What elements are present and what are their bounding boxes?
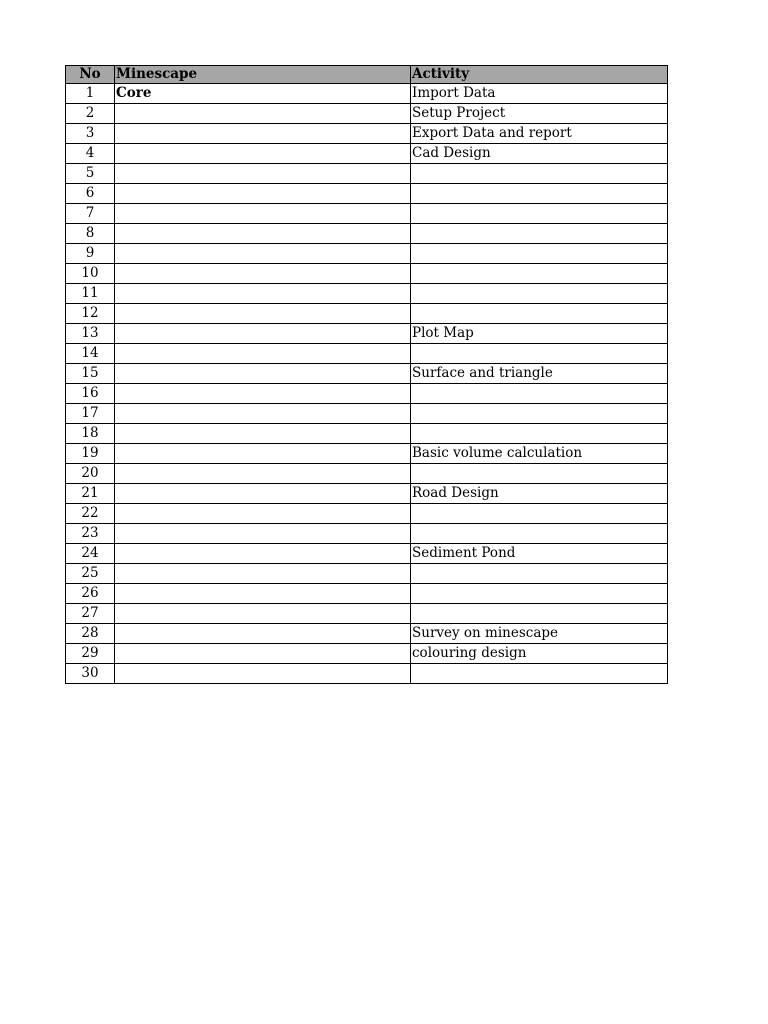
spreadsheet-area (65, 65, 667, 684)
cell-minescape[interactable] (115, 284, 411, 304)
cell-activity[interactable] (411, 664, 668, 684)
cell-no[interactable]: 11 (66, 284, 115, 304)
header-row (66, 66, 668, 84)
table-row (66, 104, 668, 124)
table-row (66, 364, 668, 384)
cell-no[interactable]: 16 (66, 384, 115, 404)
cell-no[interactable]: 5 (66, 164, 115, 184)
cell-minescape[interactable] (115, 304, 411, 324)
cell-activity[interactable] (411, 584, 668, 604)
table-row (66, 444, 668, 464)
cell-no[interactable]: 6 (66, 184, 115, 204)
table-row (66, 524, 668, 544)
table-body (66, 84, 668, 684)
cell-activity[interactable]: Basic volume calculation (411, 444, 668, 464)
cell-activity[interactable]: colouring design (411, 644, 668, 664)
cell-no[interactable]: 25 (66, 564, 115, 584)
table-row (66, 544, 668, 564)
cell-no[interactable]: 23 (66, 524, 115, 544)
cell-activity[interactable] (411, 244, 668, 264)
cell-minescape[interactable]: Core (115, 84, 411, 104)
cell-activity[interactable]: Export Data and report (411, 124, 668, 144)
cell-minescape[interactable] (115, 524, 411, 544)
cell-activity[interactable] (411, 164, 668, 184)
cell-minescape[interactable] (115, 444, 411, 464)
cell-activity[interactable] (411, 344, 668, 364)
table-row (66, 124, 668, 144)
table-row (66, 504, 668, 524)
cell-activity[interactable]: Setup Project (411, 104, 668, 124)
table-row (66, 144, 668, 164)
cell-activity[interactable]: Plot Map (411, 324, 668, 344)
table-row (66, 644, 668, 664)
cell-activity[interactable] (411, 604, 668, 624)
table-row (66, 564, 668, 584)
cell-activity[interactable] (411, 284, 668, 304)
cell-no[interactable]: 18 (66, 424, 115, 444)
cell-minescape[interactable] (115, 204, 411, 224)
cell-no[interactable]: 20 (66, 464, 115, 484)
cell-minescape[interactable] (115, 604, 411, 624)
table-row (66, 224, 668, 244)
cell-activity[interactable] (411, 424, 668, 444)
cell-activity[interactable] (411, 204, 668, 224)
cell-minescape[interactable] (115, 264, 411, 284)
cell-activity[interactable]: Import Data (411, 84, 668, 104)
cell-activity[interactable] (411, 384, 668, 404)
cell-minescape[interactable] (115, 224, 411, 244)
cell-minescape[interactable] (115, 424, 411, 444)
header-minescape[interactable]: Minescape (115, 66, 411, 84)
cell-activity[interactable] (411, 524, 668, 544)
cell-minescape[interactable] (115, 244, 411, 264)
cell-minescape[interactable] (115, 324, 411, 344)
cell-no[interactable]: 19 (66, 444, 115, 464)
table-row (66, 464, 668, 484)
cell-minescape[interactable] (115, 104, 411, 124)
table-row (66, 284, 668, 304)
cell-no[interactable]: 22 (66, 504, 115, 524)
cell-no[interactable]: 17 (66, 404, 115, 424)
cell-activity[interactable] (411, 564, 668, 584)
cell-no[interactable]: 7 (66, 204, 115, 224)
table-row (66, 264, 668, 284)
cell-activity[interactable] (411, 304, 668, 324)
table-row (66, 244, 668, 264)
cell-activity[interactable]: Cad Design (411, 144, 668, 164)
cell-minescape[interactable] (115, 484, 411, 504)
activity-table (65, 65, 668, 684)
cell-no[interactable]: 3 (66, 124, 115, 144)
cell-activity[interactable]: Surface and triangle (411, 364, 668, 384)
cell-no[interactable]: 13 (66, 324, 115, 344)
cell-activity[interactable] (411, 184, 668, 204)
table-row (66, 324, 668, 344)
cell-no[interactable]: 24 (66, 544, 115, 564)
cell-no[interactable]: 28 (66, 624, 115, 644)
cell-no[interactable]: 1 (66, 84, 115, 104)
cell-activity[interactable] (411, 224, 668, 244)
table-row (66, 624, 668, 644)
table-row (66, 184, 668, 204)
cell-no[interactable]: 14 (66, 344, 115, 364)
cell-minescape[interactable] (115, 564, 411, 584)
table-row (66, 664, 668, 684)
cell-minescape[interactable] (115, 504, 411, 524)
cell-activity[interactable]: Sediment Pond (411, 544, 668, 564)
cell-activity[interactable] (411, 404, 668, 424)
cell-no[interactable]: 2 (66, 104, 115, 124)
cell-activity[interactable]: Survey on minescape (411, 624, 668, 644)
header-no[interactable]: No (66, 66, 115, 84)
cell-no[interactable]: 9 (66, 244, 115, 264)
cell-minescape[interactable] (115, 124, 411, 144)
cell-minescape[interactable] (115, 184, 411, 204)
cell-no[interactable]: 27 (66, 604, 115, 624)
cell-minescape[interactable] (115, 344, 411, 364)
table-row (66, 384, 668, 404)
table-row (66, 84, 668, 104)
table-row (66, 604, 668, 624)
cell-minescape[interactable] (115, 584, 411, 604)
cell-minescape[interactable] (115, 384, 411, 404)
cell-minescape[interactable] (115, 364, 411, 384)
cell-activity[interactable] (411, 264, 668, 284)
table-row (66, 164, 668, 184)
table-row (66, 204, 668, 224)
cell-no[interactable]: 29 (66, 644, 115, 664)
cell-no[interactable]: 12 (66, 304, 115, 324)
cell-no[interactable]: 15 (66, 364, 115, 384)
table-row (66, 344, 668, 364)
table-row (66, 424, 668, 444)
cell-minescape[interactable] (115, 624, 411, 644)
cell-minescape[interactable] (115, 404, 411, 424)
cell-activity[interactable] (411, 504, 668, 524)
cell-minescape[interactable] (115, 464, 411, 484)
cell-minescape[interactable] (115, 164, 411, 184)
table-row (66, 404, 668, 424)
table-row (66, 304, 668, 324)
cell-no[interactable]: 4 (66, 144, 115, 164)
cell-no[interactable]: 21 (66, 484, 115, 504)
cell-minescape[interactable] (115, 144, 411, 164)
cell-no[interactable]: 10 (66, 264, 115, 284)
header-activity[interactable]: Activity (411, 66, 668, 84)
cell-activity[interactable] (411, 464, 668, 484)
cell-no[interactable]: 8 (66, 224, 115, 244)
cell-no[interactable]: 26 (66, 584, 115, 604)
table-row (66, 484, 668, 504)
cell-activity[interactable]: Road Design (411, 484, 668, 504)
cell-minescape[interactable] (115, 644, 411, 664)
cell-minescape[interactable] (115, 544, 411, 564)
table-row (66, 584, 668, 604)
cell-minescape[interactable] (115, 664, 411, 684)
cell-no[interactable]: 30 (66, 664, 115, 684)
